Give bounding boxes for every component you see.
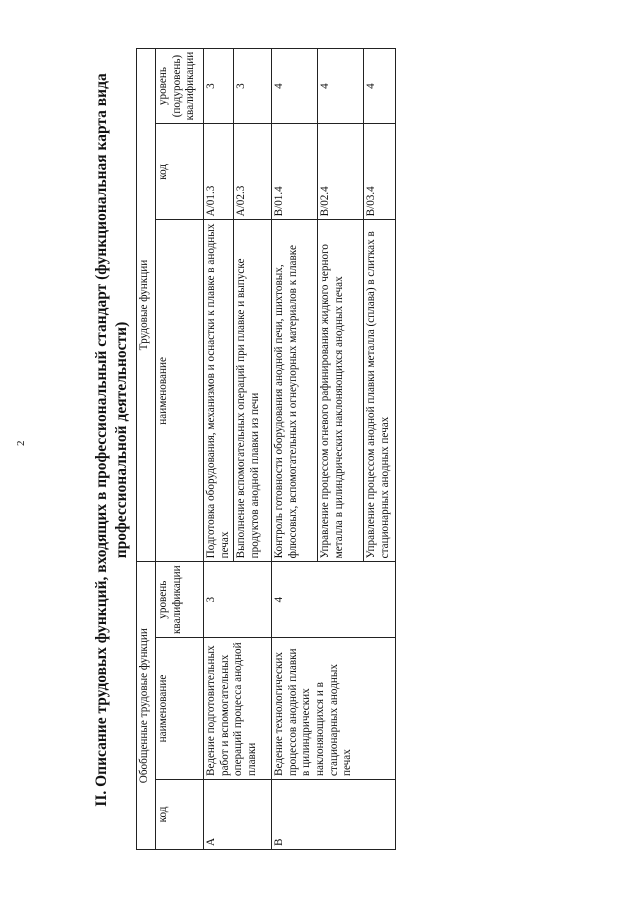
group-name: Ведение технологических процессов анодной плавки в цилиндрических наклоняющихся и в стационарных анодных печах bbox=[272, 638, 396, 780]
group-code: А bbox=[204, 780, 272, 850]
function-code: А/02.3 bbox=[234, 124, 272, 220]
rotated-page-content bbox=[92, 30, 392, 850]
table-header-row-2 bbox=[156, 48, 204, 849]
group-name: Ведение подготовительных работ и вспомогательных операций процесса анодной плавки bbox=[204, 638, 272, 780]
functional-map-table bbox=[136, 48, 396, 850]
function-code: В/03.4 bbox=[364, 124, 396, 220]
function-level: 3 bbox=[234, 48, 272, 124]
function-level: 4 bbox=[272, 48, 318, 124]
section-title bbox=[92, 30, 132, 850]
header-qualification-level: уровень квалификации bbox=[156, 562, 204, 638]
header-code: код bbox=[156, 780, 204, 850]
section-title-line-1: II. Описание трудовых функций, входящих в профессиональный стандарт (функциональная карта вида bbox=[93, 73, 110, 807]
function-name: Выполнение вспомогательных операций при плавке и выпуске продуктов анодной плавки из печи bbox=[234, 220, 272, 562]
header-name: наименование bbox=[156, 638, 204, 780]
function-code: В/01.4 bbox=[272, 124, 318, 220]
group-level: 4 bbox=[272, 562, 396, 638]
function-name: Подготовка оборудования, механизмов и оснастки к плавке в анодных печах bbox=[204, 220, 234, 562]
table-row bbox=[272, 48, 318, 849]
function-code: В/02.4 bbox=[318, 124, 364, 220]
section-title-line-2: профессиональной деятельности) bbox=[113, 321, 130, 559]
function-level: 4 bbox=[318, 48, 364, 124]
function-level: 4 bbox=[364, 48, 396, 124]
function-code: А/01.3 bbox=[204, 124, 234, 220]
group-code: В bbox=[272, 780, 396, 850]
group-level: 3 bbox=[204, 562, 272, 638]
header-labor-functions: Трудовые функции bbox=[137, 48, 156, 562]
table-header-row-1 bbox=[137, 48, 156, 849]
header-function-level: уровень (подуровень) квалификации bbox=[156, 48, 204, 124]
function-name: Управление процессом анодной плавки металла (сплава) в слитках в стационарных анодных печах bbox=[364, 220, 396, 562]
page-number: 2 bbox=[15, 440, 27, 446]
function-name: Управление процессом огневого рафинирования жидкого черного металла в цилиндрических наклоняющихся анодных печах bbox=[318, 220, 364, 562]
table-row bbox=[204, 48, 234, 849]
header-generalized-functions: Обобщенные трудовые функции bbox=[137, 562, 156, 850]
header-function-name: наименование bbox=[156, 220, 204, 562]
function-name: Контроль готовности оборудования анодной печи, шихтовых, флюсовых, вспомогательных и огнеупорных материалов к плавке bbox=[272, 220, 318, 562]
header-function-code: код bbox=[156, 124, 204, 220]
function-level: 3 bbox=[204, 48, 234, 124]
